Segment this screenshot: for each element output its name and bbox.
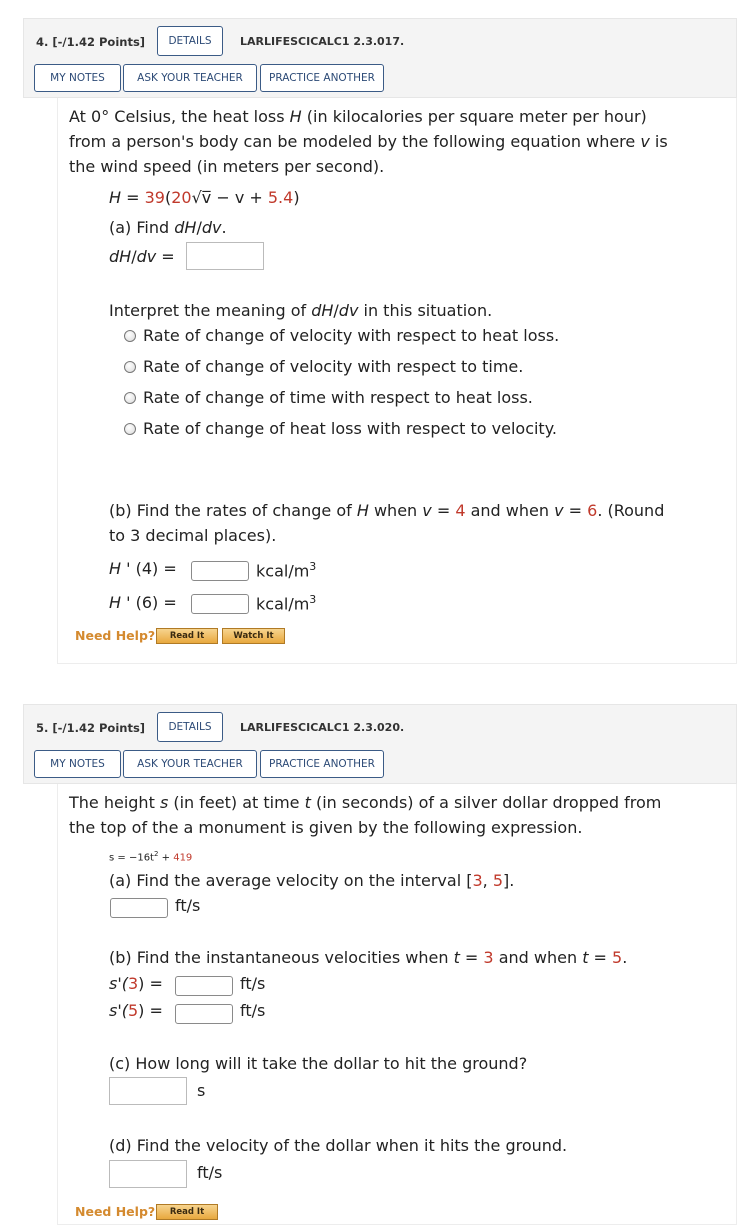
dhdv-input[interactable] — [186, 242, 264, 270]
option-3-label[interactable]: Rate of change of time with respect to heat loss. — [143, 388, 533, 407]
q4-equation: H = 39(20√v̅ − v + 5.4) — [109, 188, 300, 207]
q5-part-b: (b) Find the instantaneous velocities when t = 3 and when t = 5. — [109, 948, 628, 967]
impact-velocity-input[interactable] — [109, 1160, 187, 1188]
ask-your-teacher-button[interactable]: ASK YOUR TEACHER — [123, 750, 257, 778]
question-5-header — [23, 704, 737, 784]
q5-intro-line-2: the top of the a monument is given by the following expression. — [69, 818, 583, 837]
details-button[interactable]: DETAILS — [157, 712, 223, 742]
h6-input[interactable] — [191, 594, 249, 614]
my-notes-button[interactable]: MY NOTES — [34, 750, 121, 778]
q5-need-help: Need Help? — [75, 1204, 156, 1219]
h4-label: H ' (4) = — [109, 559, 177, 578]
s5-input[interactable] — [175, 1004, 233, 1024]
q5-part-c: (c) How long will it take the dollar to hit the ground? — [109, 1054, 528, 1073]
question-4-code: LARLIFESCICALC1 2.3.017. — [240, 35, 405, 48]
option-1-radio[interactable] — [124, 330, 136, 342]
s3-input[interactable] — [175, 976, 233, 996]
q4-part-b: (b) Find the rates of change of H when v = 4 and when v = 6. (Round — [109, 501, 665, 520]
option-4-label[interactable]: Rate of change of heat loss with respect to velocity. — [143, 419, 557, 438]
q5-part-a: (a) Find the average velocity on the interval [3, 5]. — [109, 871, 515, 890]
q4-intro-line-2: from a person's body can be modeled by the following equation where v is — [69, 132, 668, 151]
q4-dhdv-label: dH/dv = — [109, 247, 175, 266]
q4-watch-it-button[interactable]: Watch It — [222, 628, 285, 644]
option-2-label[interactable]: Rate of change of velocity with respect to time. — [143, 357, 524, 376]
q4-intro-line-1: At 0° Celsius, the heat loss H (in kilocalories per square meter per hour) — [69, 107, 647, 126]
h6-label: H ' (6) = — [109, 593, 177, 612]
option-4-radio[interactable] — [124, 423, 136, 435]
h4-unit: kcal/$m^3$ — [256, 560, 317, 581]
question-5-code: LARLIFESCICALC1 2.3.020. — [240, 721, 405, 734]
details-button[interactable]: DETAILS — [157, 26, 223, 56]
question-4-number: 4. [-/1.42 Points] — [36, 35, 146, 49]
h6-unit: kcal/$m^3$ — [256, 593, 317, 614]
option-1-label[interactable]: Rate of change of velocity with respect to heat loss. — [143, 326, 560, 345]
question-5-number: 5. [-/1.42 Points] — [36, 721, 146, 735]
q4-need-help: Need Help? — [75, 628, 156, 643]
my-notes-button[interactable]: MY NOTES — [34, 64, 121, 92]
impact-velocity-unit: ft/s — [197, 1163, 223, 1182]
avg-velocity-unit: ft/s — [175, 896, 201, 915]
s5-unit: ft/s — [240, 1001, 266, 1020]
question-4-header — [23, 18, 737, 98]
avg-velocity-input[interactable] — [110, 898, 168, 918]
practice-another-button[interactable]: PRACTICE ANOTHER — [260, 64, 384, 92]
hit-time-unit: s — [197, 1081, 206, 1100]
practice-another-button[interactable]: PRACTICE ANOTHER — [260, 750, 384, 778]
s3-label: s'(3) = — [109, 974, 163, 993]
h4-input[interactable] — [191, 561, 249, 581]
q5-part-d: (d) Find the velocity of the dollar when it hits the ground. — [109, 1136, 568, 1155]
q5-read-it-button[interactable]: Read It — [156, 1204, 218, 1220]
q5-intro-line-1: The height s (in feet) at time t (in seconds) of a silver dollar dropped from — [69, 793, 662, 812]
q5-expression: $s = -16t^2 + 419$ — [109, 850, 193, 864]
q4-part-a: (a) Find dH/dv. — [109, 218, 227, 237]
q4-read-it-button[interactable]: Read It — [156, 628, 218, 644]
s3-unit: ft/s — [240, 974, 266, 993]
s5-label: s'(5) = — [109, 1001, 163, 1020]
q4-interpret: Interpret the meaning of dH/dv in this situation. — [109, 301, 493, 320]
option-2-radio[interactable] — [124, 361, 136, 373]
q4-part-b-line-2: to 3 decimal places). — [109, 526, 277, 545]
option-3-radio[interactable] — [124, 392, 136, 404]
hit-time-input[interactable] — [109, 1077, 187, 1105]
q4-intro-line-3: the wind speed (in meters per second). — [69, 157, 385, 176]
ask-your-teacher-button[interactable]: ASK YOUR TEACHER — [123, 64, 257, 92]
